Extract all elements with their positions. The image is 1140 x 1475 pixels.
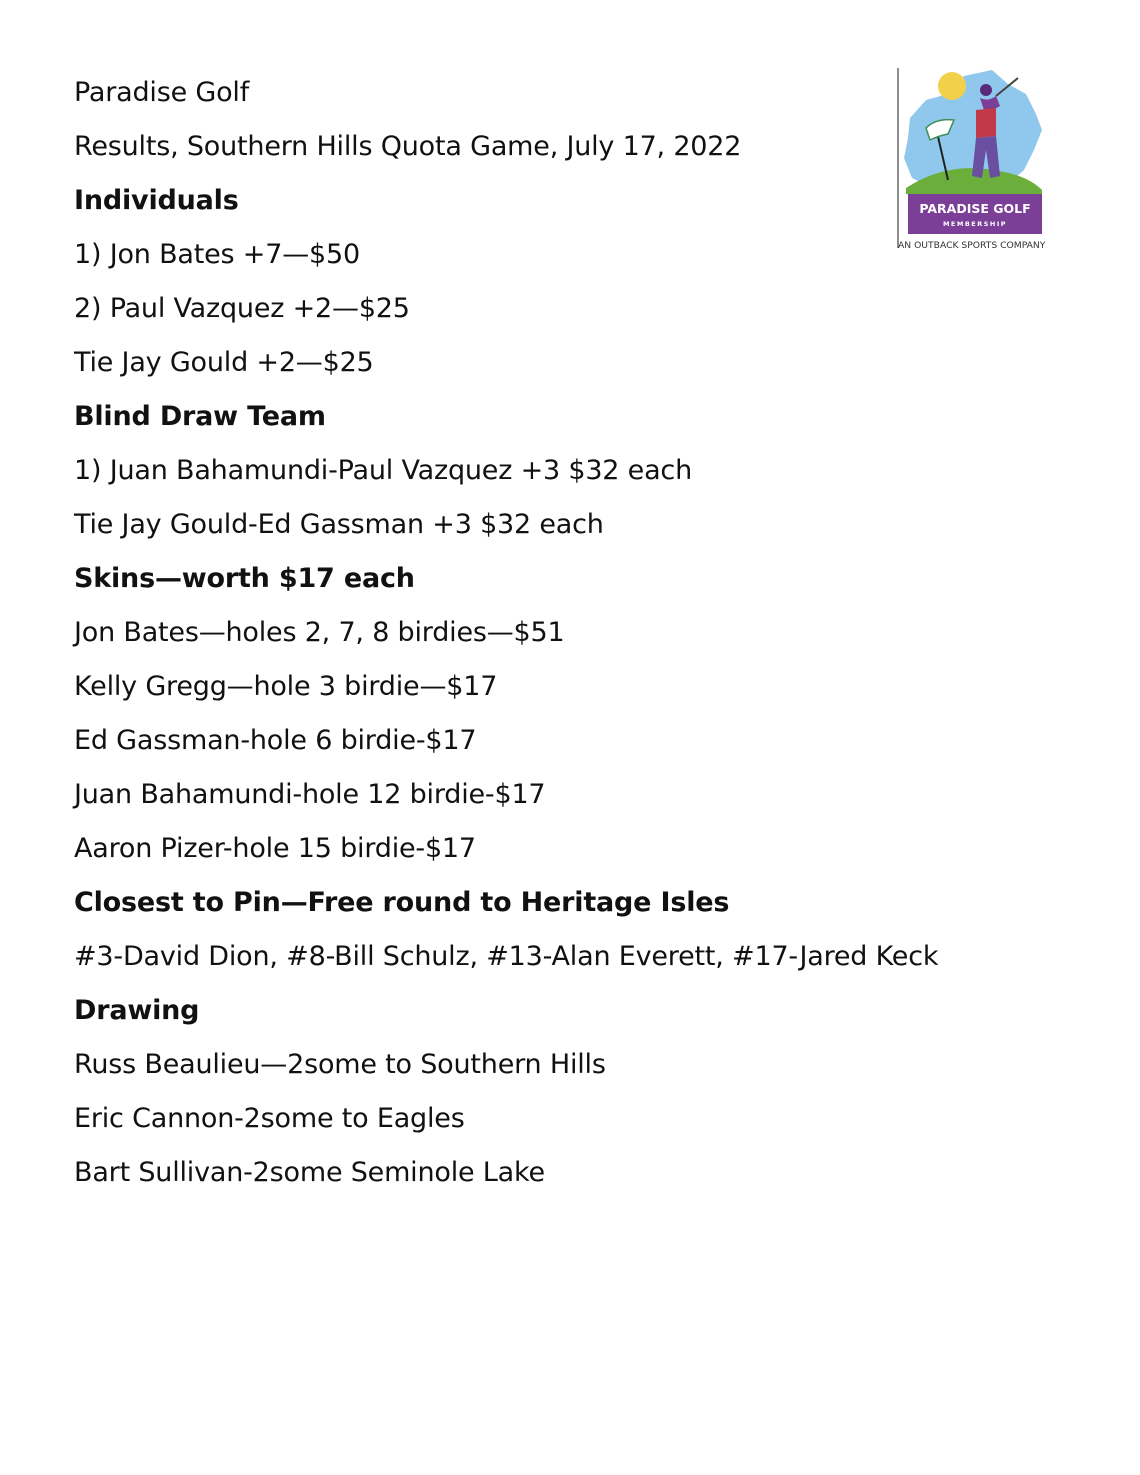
text-line: Tie Jay Gould +2—$25 [74, 347, 374, 378]
text-line: Aaron Pizer-hole 15 birdie-$17 [74, 833, 476, 864]
logo-tagline-text: AN OUTBACK SPORTS COMPANY [898, 240, 1046, 251]
text-line: Kelly Gregg—hole 3 birdie—$17 [74, 671, 498, 702]
sun-icon [938, 72, 966, 100]
text-line: #3-David Dion, #8-Bill Schulz, #13-Alan Everett, #17-Jared Keck [74, 941, 939, 972]
section-heading: Closest to Pin—Free round to Heritage Isles [74, 887, 730, 918]
section-heading: Drawing [74, 995, 200, 1026]
text-line: Bart Sullivan-2some Seminole Lake [74, 1157, 545, 1188]
logo-brand-text: PARADISE GOLF [919, 201, 1031, 216]
text-line: Results, Southern Hills Quota Game, July 17, 2022 [74, 131, 742, 162]
text-line: Jon Bates—holes 2, 7, 8 birdies—$51 [74, 617, 565, 648]
text-line: Ed Gassman-hole 6 birdie-$17 [74, 725, 477, 756]
text-line: Paradise Golf [74, 77, 250, 108]
golfer-shirt [976, 108, 996, 138]
text-line: 1) Juan Bahamundi-Paul Vazquez +3 $32 each [74, 455, 692, 486]
paradise-golf-logo [896, 66, 1052, 254]
text-line: Eric Cannon-2some to Eagles [74, 1103, 465, 1134]
text-line: Juan Bahamundi-hole 12 birdie-$17 [74, 779, 546, 810]
text-line: 1) Jon Bates +7—$50 [74, 239, 360, 270]
text-line: 2) Paul Vazquez +2—$25 [74, 293, 410, 324]
section-heading: Blind Draw Team [74, 401, 326, 432]
section-heading: Individuals [74, 185, 239, 216]
results-document [74, 66, 954, 1200]
text-line: Russ Beaulieu—2some to Southern Hills [74, 1049, 606, 1080]
section-heading: Skins—worth $17 each [74, 563, 415, 594]
text-line: Tie Jay Gould-Ed Gassman +3 $32 each [74, 509, 604, 540]
golfer-head [980, 84, 992, 96]
golfer-logo-icon [896, 66, 1052, 254]
logo-membership-text: MEMBERSHIP [942, 220, 1008, 228]
